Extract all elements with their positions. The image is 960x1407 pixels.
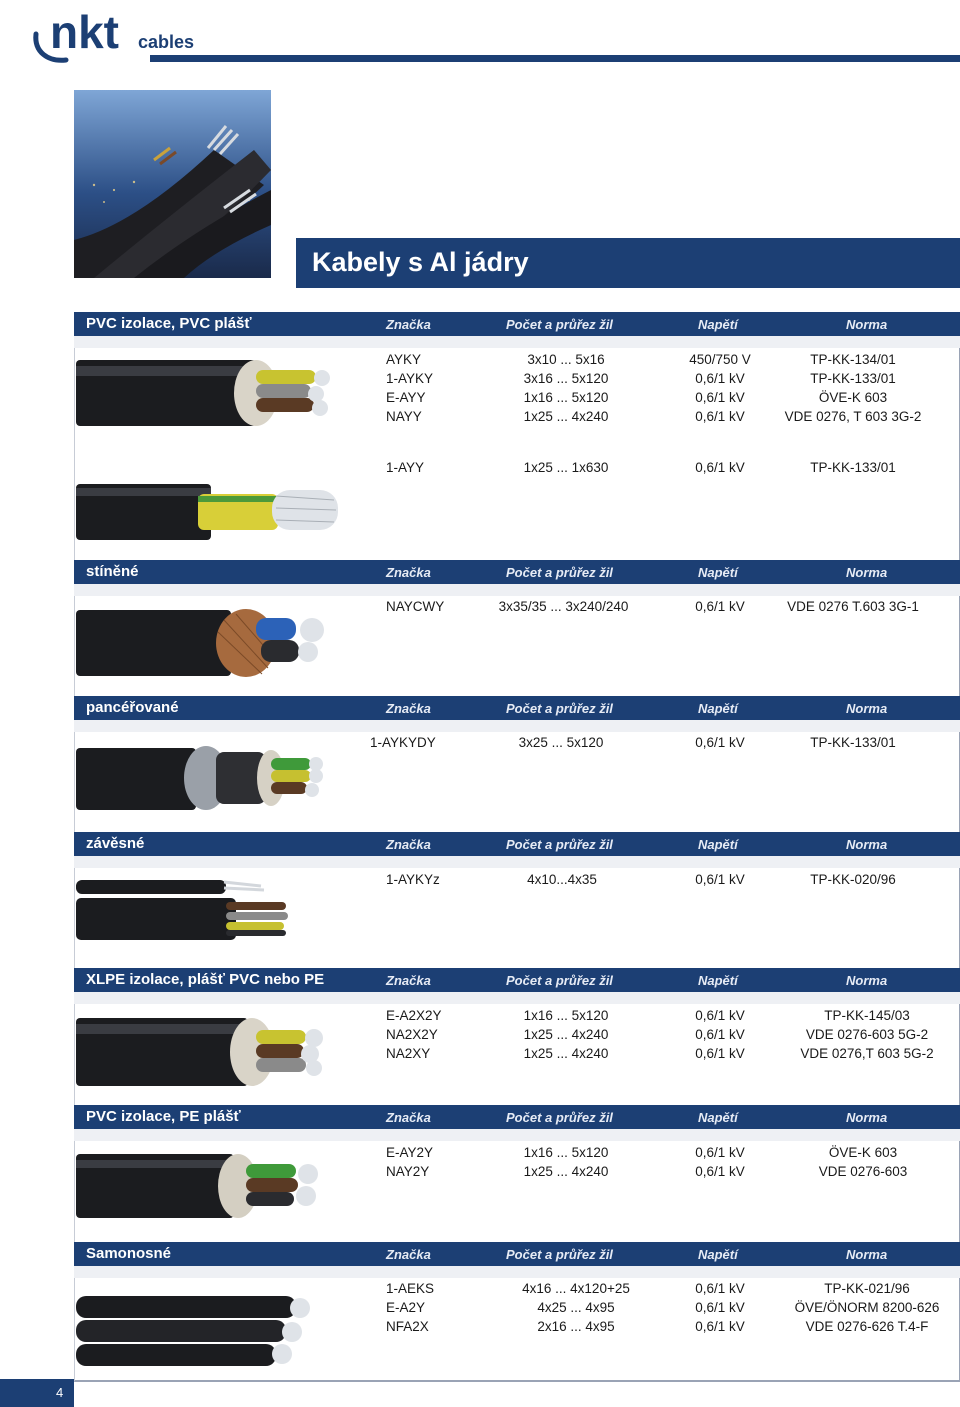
logo-main-text: nkt xyxy=(50,6,119,58)
cell-voltage: 0,6/1 kV xyxy=(695,872,745,887)
cell-cores: 4x16 ... 4x120+25 xyxy=(522,1281,630,1296)
header-band xyxy=(74,992,960,1004)
section-title: XLPE izolace, plášť PVC nebo PE xyxy=(86,971,325,988)
cell-voltage: 0,6/1 kV xyxy=(695,460,745,475)
table-row xyxy=(0,872,960,892)
page-number-box xyxy=(0,1379,74,1407)
cell-standard: TP-KK-134/01 xyxy=(810,352,896,367)
cell-standard: VDE 0276,T 603 5G-2 xyxy=(800,1046,934,1061)
cell-brand: AYKY xyxy=(386,352,422,367)
col-header-cores: Počet a průřez žil xyxy=(506,565,613,580)
cell-voltage: 0,6/1 kV xyxy=(695,735,745,750)
cell-standard: TP-KK-145/03 xyxy=(824,1008,910,1023)
col-header-brand: Značka xyxy=(386,317,431,332)
section-title: Samonosné xyxy=(86,1245,172,1262)
cell-voltage: 0,6/1 kV xyxy=(695,1319,745,1334)
section-title: PVC izolace, PE plášť xyxy=(86,1108,241,1125)
section-header-xlpe xyxy=(74,968,960,992)
cable-image-1ayy xyxy=(76,478,344,544)
col-header-brand: Značka xyxy=(386,701,431,716)
cell-voltage: 0,6/1 kV xyxy=(695,1300,745,1315)
hero-cable-photo xyxy=(74,90,271,278)
cell-brand: 1-AYKY xyxy=(386,371,434,386)
col-header-voltage: Napětí xyxy=(698,565,738,580)
cell-brand: E-AYY xyxy=(386,390,426,405)
cell-cores: 3x10 ... 5x16 xyxy=(527,352,605,367)
cell-brand: NA2XY xyxy=(386,1046,431,1061)
table-row xyxy=(0,409,960,429)
cell-voltage: 0,6/1 kV xyxy=(695,390,745,405)
col-header-voltage: Napětí xyxy=(698,837,738,852)
col-header-voltage: Napětí xyxy=(698,1110,738,1125)
cell-cores: 3x16 ... 5x120 xyxy=(523,371,609,386)
table-row xyxy=(0,1145,960,1165)
cell-brand: E-A2X2Y xyxy=(386,1008,442,1023)
section-header-self-supporting xyxy=(74,1242,960,1266)
page-title: Kabely s Al jádry xyxy=(312,247,529,277)
table-row xyxy=(0,1046,960,1066)
page-number: 4 xyxy=(56,1385,64,1400)
cell-cores: 3x35/35 ... 3x240/240 xyxy=(498,599,629,614)
section-title: stíněné xyxy=(86,563,139,580)
cell-cores: 1x16 ... 5x120 xyxy=(523,390,609,405)
cell-standard: TP-KK-020/96 xyxy=(810,872,896,887)
cell-brand: E-A2Y xyxy=(386,1300,426,1315)
col-header-brand: Značka xyxy=(386,1110,431,1125)
cell-brand: E-AY2Y xyxy=(386,1145,434,1160)
table-row xyxy=(0,1319,960,1339)
cell-brand: 1-AYKYz xyxy=(386,872,440,887)
cell-cores: 1x16 ... 5x120 xyxy=(523,1008,609,1023)
section-title: PVC izolace, PVC plášť xyxy=(86,315,252,332)
col-header-standard: Norma xyxy=(846,1247,888,1262)
cell-cores: 1x25 ... 4x240 xyxy=(523,1046,609,1061)
header-band xyxy=(74,856,960,868)
page-title-bar xyxy=(296,238,960,288)
col-header-voltage: Napětí xyxy=(698,701,738,716)
table-row xyxy=(0,1300,960,1320)
cell-brand: NAYCWY xyxy=(386,599,445,614)
cell-brand: NAYY xyxy=(386,409,422,424)
header-band xyxy=(74,336,960,348)
cell-standard: VDE 0276-603 5G-2 xyxy=(805,1027,929,1042)
table-row xyxy=(0,1008,960,1028)
col-header-brand: Značka xyxy=(386,837,431,852)
cell-brand: NFA2X xyxy=(386,1319,429,1334)
cell-standard: VDE 0276-626 T.4-F xyxy=(805,1319,929,1334)
col-header-brand: Značka xyxy=(386,973,431,988)
table-row xyxy=(0,460,960,480)
cell-cores: 1x25 ... 4x240 xyxy=(523,1027,609,1042)
cell-voltage: 0,6/1 kV xyxy=(695,1281,745,1296)
table-row xyxy=(0,1281,960,1301)
cell-cores: 1x25 ... 4x240 xyxy=(523,409,609,424)
table-row xyxy=(0,371,960,391)
cell-brand: 1-AYY xyxy=(386,460,425,475)
section-header-armoured xyxy=(74,696,960,720)
cell-voltage: 0,6/1 kV xyxy=(695,1046,745,1061)
col-header-standard: Norma xyxy=(846,837,888,852)
cell-voltage: 0,6/1 kV xyxy=(695,1164,745,1179)
cell-cores: 3x25 ... 5x120 xyxy=(518,735,604,750)
col-header-cores: Počet a průřez žil xyxy=(506,701,613,716)
header-band xyxy=(74,584,960,596)
col-header-cores: Počet a průřez žil xyxy=(506,973,613,988)
col-header-standard: Norma xyxy=(846,317,888,332)
cell-cores: 1x16 ... 5x120 xyxy=(523,1145,609,1160)
cell-standard: VDE 0276, T 603 3G-2 xyxy=(784,409,922,424)
cell-brand: 1-AYKYDY xyxy=(370,735,436,750)
col-header-standard: Norma xyxy=(846,701,888,716)
col-header-voltage: Napětí xyxy=(698,1247,738,1262)
col-header-cores: Počet a průřez žil xyxy=(506,1247,613,1262)
cell-voltage: 0,6/1 kV xyxy=(695,1145,745,1160)
cell-standard: ÖVE-K 603 xyxy=(818,390,888,405)
col-header-cores: Počet a průřez žil xyxy=(506,1110,613,1125)
section-header-pvc-pvc xyxy=(74,312,960,336)
header-band xyxy=(74,1266,960,1278)
col-header-cores: Počet a průřez žil xyxy=(506,317,613,332)
section-title: pancéřované xyxy=(86,699,179,716)
col-header-standard: Norma xyxy=(846,973,888,988)
section-header-shielded xyxy=(74,560,960,584)
section-header-pvc-pe xyxy=(74,1105,960,1129)
cell-standard: TP-KK-133/01 xyxy=(810,371,896,386)
cell-standard: ÖVE/ÖNORM 8200-626 xyxy=(794,1300,940,1315)
col-header-standard: Norma xyxy=(846,565,888,580)
table-row xyxy=(0,1027,960,1047)
cell-standard: VDE 0276-603 xyxy=(818,1164,908,1179)
cell-standard: TP-KK-133/01 xyxy=(810,460,896,475)
section-header-suspended xyxy=(74,832,960,856)
cell-standard: TP-KK-133/01 xyxy=(810,735,896,750)
cell-cores: 4x25 ... 4x95 xyxy=(537,1300,615,1315)
cell-voltage: 0,6/1 kV xyxy=(695,1027,745,1042)
table-row xyxy=(0,352,960,372)
cell-cores: 4x10...4x35 xyxy=(527,872,597,887)
col-header-brand: Značka xyxy=(386,1247,431,1262)
col-header-brand: Značka xyxy=(386,565,431,580)
table-row xyxy=(0,735,960,755)
col-header-voltage: Napětí xyxy=(698,973,738,988)
header-rule xyxy=(150,55,960,62)
cell-cores: 1x25 ... 4x240 xyxy=(523,1164,609,1179)
table-row xyxy=(0,1164,960,1184)
cell-standard: VDE 0276 T.603 3G-1 xyxy=(787,599,919,614)
col-header-standard: Norma xyxy=(846,1110,888,1125)
cell-cores: 2x16 ... 4x95 xyxy=(537,1319,615,1334)
logo-sub-text: cables xyxy=(138,32,195,52)
cell-cores: 1x25 ... 1x630 xyxy=(523,460,609,475)
table-row xyxy=(0,390,960,410)
col-header-voltage: Napětí xyxy=(698,317,738,332)
cell-brand: NA2X2Y xyxy=(386,1027,438,1042)
col-header-cores: Počet a průřez žil xyxy=(506,837,613,852)
cell-voltage: 0,6/1 kV xyxy=(695,599,745,614)
cell-voltage: 0,6/1 kV xyxy=(695,371,745,386)
cell-brand: NAY2Y xyxy=(386,1164,430,1179)
table-row xyxy=(0,599,960,619)
cell-brand: 1-AEKS xyxy=(386,1281,435,1296)
header-band xyxy=(74,720,960,732)
cell-voltage: 450/750 V xyxy=(689,352,751,367)
section-title: závěsné xyxy=(86,835,145,852)
header-band xyxy=(74,1129,960,1141)
cell-standard: TP-KK-021/96 xyxy=(824,1281,910,1296)
cell-voltage: 0,6/1 kV xyxy=(695,1008,745,1023)
cell-standard: ÖVE-K 603 xyxy=(828,1145,898,1160)
cell-voltage: 0,6/1 kV xyxy=(695,409,745,424)
